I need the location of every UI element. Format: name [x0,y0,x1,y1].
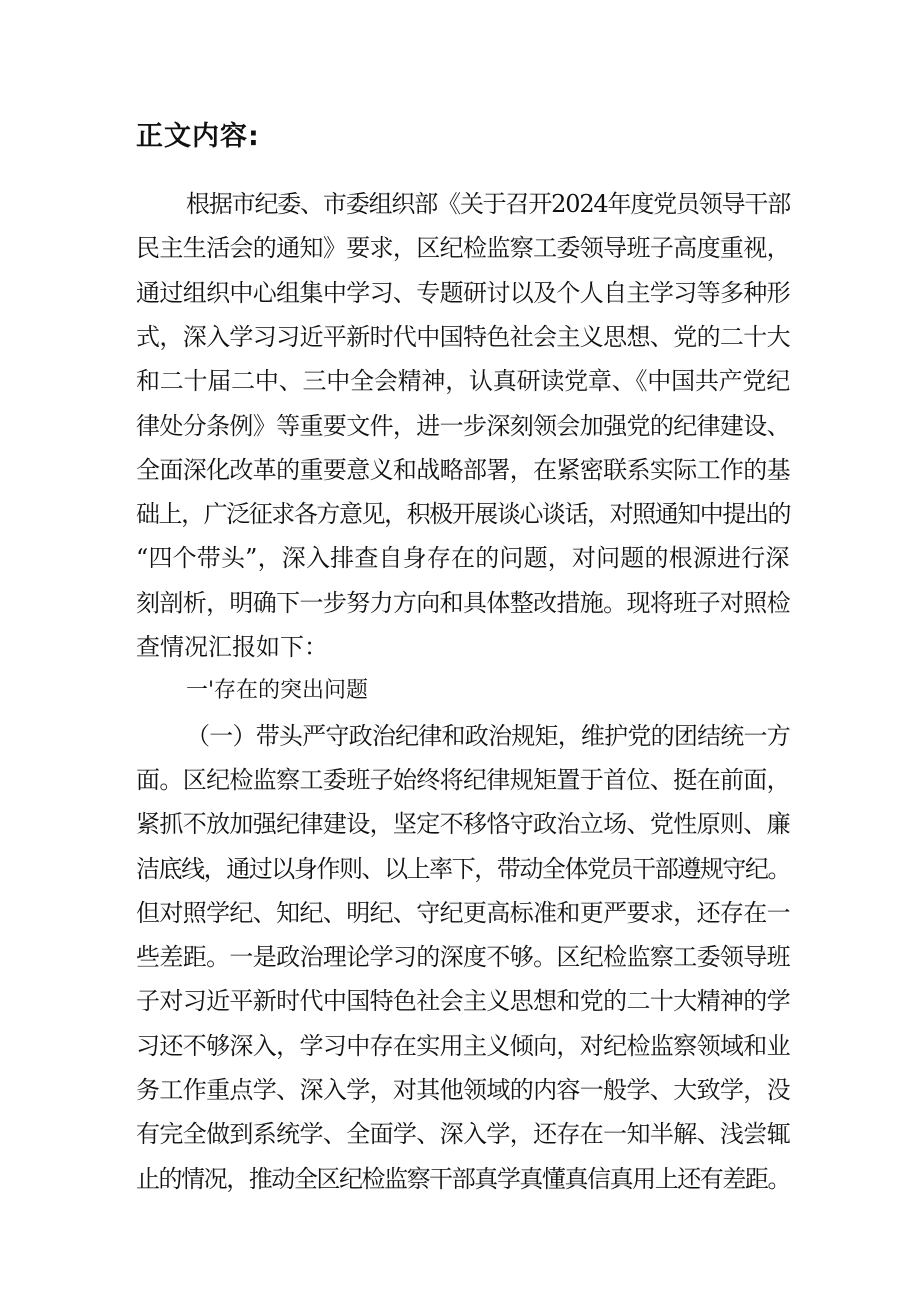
body-line: 但对照学纪、知纪、明纪、守纪更高标准和更严要求，还存在一 [136,898,790,927]
intro-line: 民主生活会的通知》要求，区纪检监察工委领导班子高度重视， [136,234,790,263]
body-line: 务工作重点学、深入学，对其他领域的内容一般学、大致学，没 [136,1076,790,1104]
body-line: 洁底线，通过以身作则、以上率下，带动全体党员干部遵规守纪。 [136,854,790,883]
body-line: 紧抓不放加强纪律建设，坚定不移恪守政治立场、党性原则、廉 [136,810,790,839]
body-line: 有完全做到系统学、全面学、深入学，还存在一知半解、浅尝辄 [136,1120,790,1149]
body-line: 习还不够深入，学习中存在实用主义倾向，对纪检监察领域和业 [136,1031,790,1060]
page-heading: 正文内容: [136,121,260,152]
body-line: 些差距。一是政治理论学习的深度不够。区纪检监察工委领导班 [136,943,790,972]
intro-line: 刻剖析，明确下一步努力方向和具体整改措施。现将班子对照检 [136,588,790,617]
intro-line: 和二十届二中、三中全会精神，认真研读党章、《中国共产党纪 [136,367,790,396]
intro-line: 式，深入学习习近平新时代中国特色社会主义思想、党的二十大 [136,322,790,351]
intro-line: 全面深化改革的重要意义和战略部署，在紧密联系实际工作的基 [136,455,790,484]
body-line: 止的情况，推动全区纪检监察干部真学真懂真信真用上还有差距。 [136,1164,790,1193]
intro-line: 根据市纪委、市委组织部《关于召开2024年度党员领导干部 [186,190,791,218]
intro-line: 律处分条例》等重要文件，进一步深刻领会加强党的纪律建设、 [136,411,790,440]
intro-line: 通过组织中心组集中学习、专题研讨以及个人自主学习等多种形 [136,278,790,307]
body-line: 子对习近平新时代中国特色社会主义思想和党的二十大精神的学 [136,987,790,1016]
intro-line: 础上，广泛征求各方意见，积极开展谈心谈话，对照通知中提出的 [136,500,790,529]
body-line: 面。区纪检监察工委班子始终将纪律规矩置于首位、挺在前面， [136,765,790,794]
intro-line: “四个带头”，深入排查自身存在的问题，对问题的根源进行深 [136,544,790,573]
section-title: 一'存在的突出问题 [186,678,369,704]
body-line: （一）带头严守政治纪律和政治规矩，维护党的团结统一方 [186,721,790,750]
intro-line: 查情况汇报如下： [136,633,328,661]
